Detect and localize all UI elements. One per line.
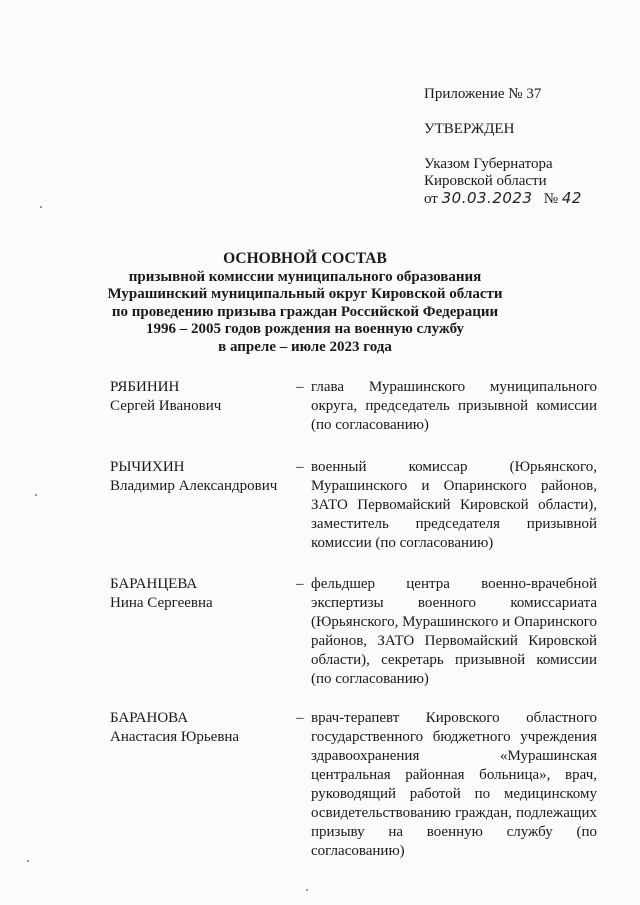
member-surname: БАРАНОВА (110, 710, 189, 726)
member-surname: РЯБИНИН (110, 379, 180, 395)
title-line: в апреле – июле 2023 года (218, 338, 392, 355)
decree-text (424, 156, 582, 208)
member-dash: – (296, 379, 304, 395)
title-line: Мурашинский муниципальный округ Кировской области (107, 286, 503, 302)
member-name (110, 378, 290, 416)
title-main: ОСНОВНОЙ СОСТАВ (223, 250, 387, 267)
member-dash: – (296, 710, 304, 726)
scan-speck (306, 889, 308, 891)
approval-block (424, 86, 582, 208)
handwritten-number: 42 (561, 189, 582, 207)
member-role: глава Мурашинского муниципального округа, председатель призывной комиссии (по согласованию) (311, 379, 597, 433)
title-line: призывной комиссии муниципального образования (128, 268, 482, 285)
member-name (110, 709, 290, 747)
member-given-name: Нина Сергеевна (110, 595, 213, 611)
member-dash: – (296, 459, 304, 475)
title-line: 1996 – 2005 годов рождения на военную службу (145, 321, 465, 337)
member-name (110, 458, 290, 496)
member-role: врач-терапевт Кировского областного государственного бюджетного учреждения здравоохранения «Мурашинская центральная районная больница», врач, руководящий работой по медицинскому освидетельствованию граждан, подлежащих призыву на военную службу (по согласованию) (311, 710, 597, 859)
member-surname: БАРАНЦЕВА (110, 576, 198, 592)
date-prefix: от (424, 191, 438, 207)
member-surname: РЫЧИХИН (110, 459, 185, 475)
decree-line-1: Указом Губернатора (424, 156, 553, 172)
approved-stamp-text: УТВЕРЖДЕН (424, 121, 515, 137)
scan-speck (27, 860, 29, 862)
member-name (110, 575, 290, 613)
appendix-number: Приложение № 37 (424, 86, 542, 102)
member-given-name: Сергей Иванович (110, 398, 222, 414)
document-title (95, 250, 515, 356)
member-role: военный комиссар (Юрьянского, Мурашинского и Опаринского районов, ЗАТО Первомайский Кировской области), заместитель председателя призывной комиссии (по согласованию) (311, 459, 597, 551)
member-dash: – (296, 576, 304, 592)
member-role: фельдшер центра военно-врачебной экспертизы военного комиссариата (Юрьянского, Мурашинского и Опаринского районов, ЗАТО Первомайский Кировской области), секретарь призывной комиссии (по согласованию) (311, 576, 597, 687)
number-prefix: № (543, 191, 559, 207)
decree-line-2: Кировской области (424, 173, 547, 189)
handwritten-date: 30.03.2023 (441, 189, 533, 207)
member-given-name: Анастасия Юрьевна (110, 729, 240, 745)
decree-date-line (424, 190, 582, 208)
scan-speck (40, 206, 42, 208)
scan-speck (35, 494, 37, 496)
member-given-name: Владимир Александрович (110, 478, 278, 494)
title-line: по проведению призыва граждан Российской Федерации (111, 303, 499, 320)
